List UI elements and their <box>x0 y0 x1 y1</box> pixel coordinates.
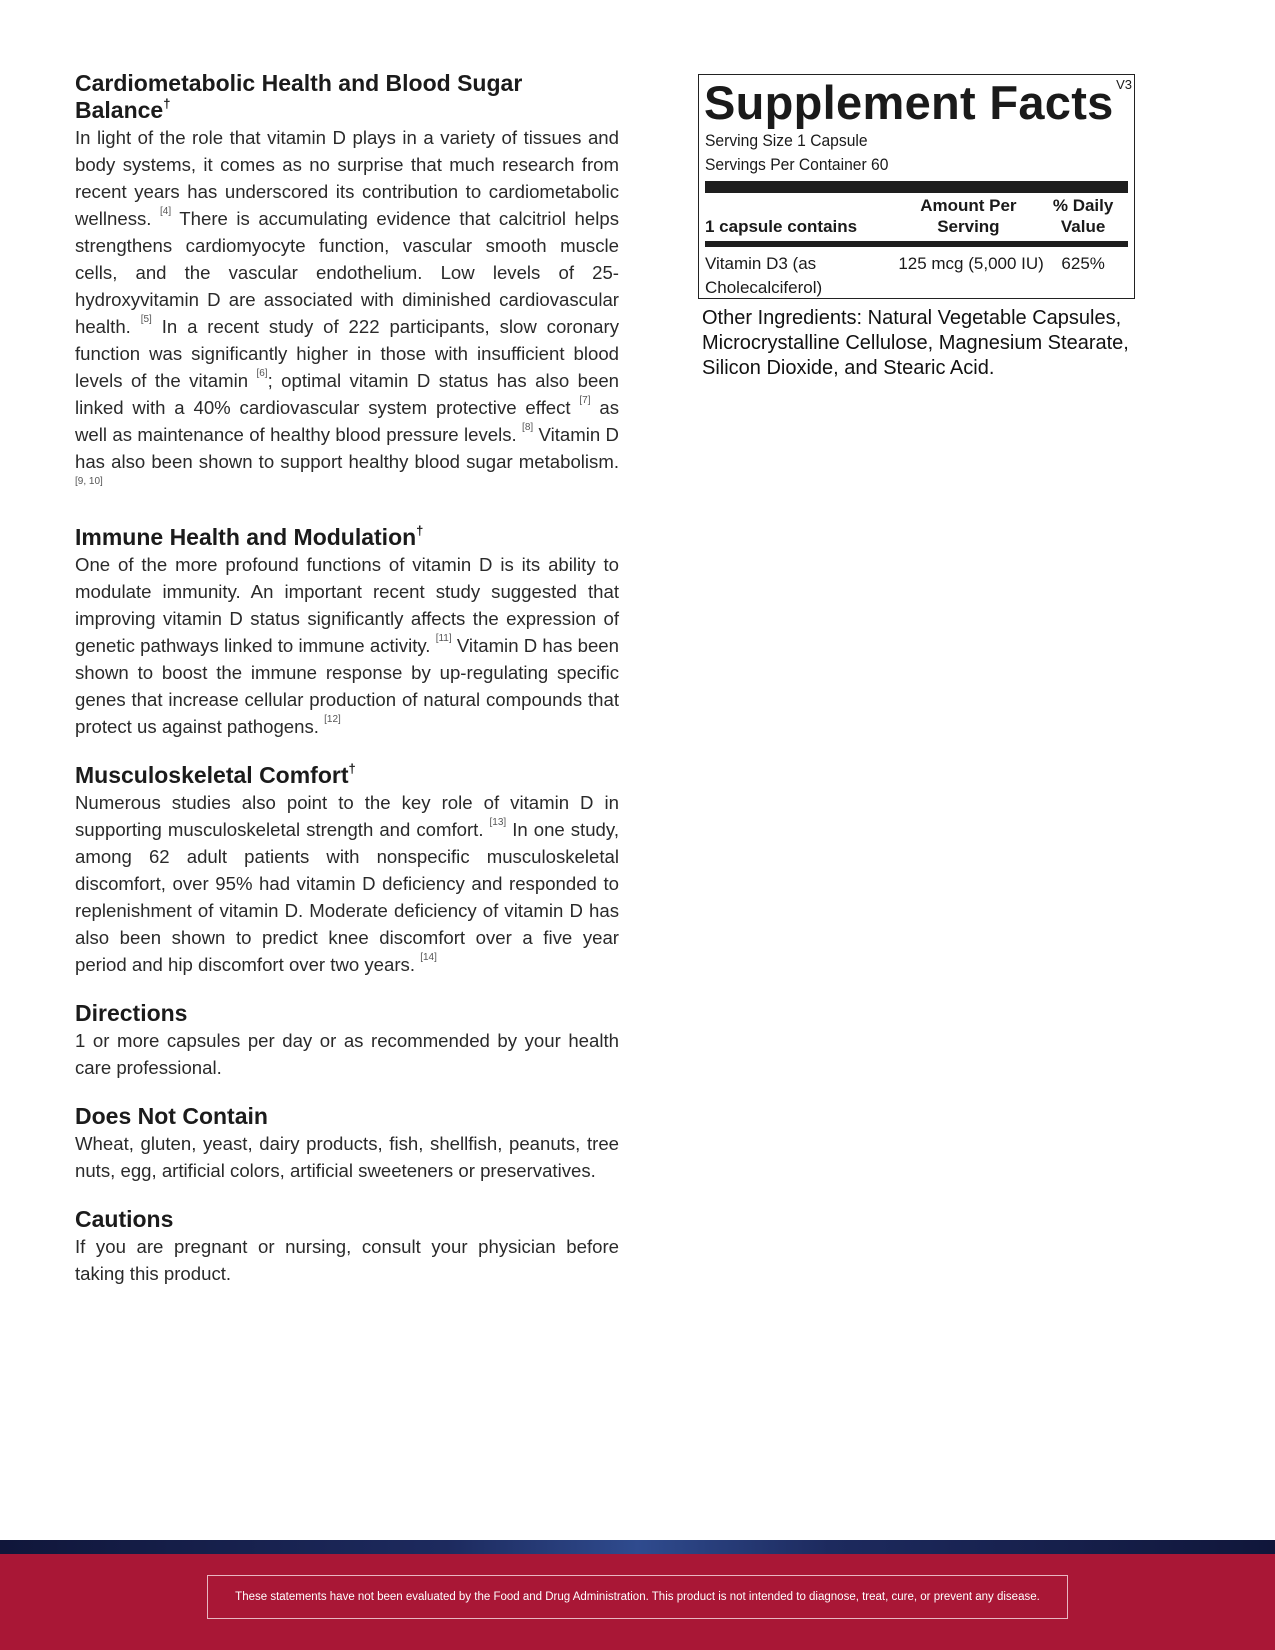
cautions-text <box>75 1233 619 1287</box>
directions-heading: Directions <box>75 1000 188 1026</box>
paragraph-text: Numerous studies also point to the key role of vitamin D in supporting musculoskeletal strength and comfort. <box>75 792 619 840</box>
header-daily-value: % Daily Value <box>1052 196 1114 236</box>
other-ingredients: Other Ingredients: Natural Vegetable Capsules, Microcrystalline Cellulose, Magnesium Stearate, Silicon Dioxide, and Stearic Acid. <box>702 307 1129 379</box>
version-label: V3 <box>1116 77 1132 92</box>
section-paragraph <box>75 789 619 978</box>
paragraph-text: In a recent study of 222 participants, slow coronary function was significantly higher in those with insufficient blood levels of the vitamin <box>75 316 619 391</box>
facts-header-row <box>705 193 1128 247</box>
ingredient-amount: 125 mcg (5,000 IU) <box>898 254 1044 273</box>
directions-text <box>75 1027 619 1081</box>
paragraph-text: Vitamin D has also been shown to support healthy blood sugar metabolism. <box>75 424 619 472</box>
content-column <box>75 70 619 1309</box>
section-heading: Cardiometabolic Health and Blood Sugar Balance† <box>75 70 523 123</box>
paragraph-text: as well as maintenance of healthy blood pressure levels. <box>75 397 619 445</box>
paragraph-text: 1 or more capsules per day or as recommended by your health care professional. <box>75 1030 619 1078</box>
section-heading: Immune Health and Modulation† <box>75 523 424 550</box>
paragraph-text: In light of the role that vitamin D plays in a variety of tissues and body systems, it comes as no surprise that much research from recent years has underscored its contribution to cardiometabolic wellness. <box>75 127 619 229</box>
section <box>75 762 619 978</box>
supplement-facts-title: Supplement Facts <box>704 76 1114 129</box>
citation-ref: [9, 10] <box>75 476 103 487</box>
citation-ref: [12] <box>324 714 341 725</box>
cautions-heading: Cautions <box>75 1206 174 1232</box>
serving-size: Serving Size 1 Capsule <box>705 131 868 150</box>
section <box>75 1206 619 1287</box>
section-paragraph <box>75 124 619 502</box>
footer-gradient-band <box>0 1540 1275 1554</box>
paragraph-text: If you are pregnant or nursing, consult your physician before taking this product. <box>75 1236 619 1284</box>
paragraph-text: Wheat, gluten, yeast, dairy products, fish, shellfish, peanuts, tree nuts, egg, artificial colors, artificial sweeteners or preservatives. <box>75 1133 619 1181</box>
paragraph-text: ; optimal vitamin D status has also been linked with a 40% cardiovascular system protective effect <box>75 370 620 418</box>
facts-row <box>705 247 1128 300</box>
paragraph-text: In one study, among 62 adult patients with nonspecific musculoskeletal discomfort, over 95% had vitamin D deficiency and responded to replenishment of vitamin D. Moderate deficiency of vitamin D has also been shown to predict knee discomfort over a five year period and hip discomfort over two years. <box>75 819 619 975</box>
citation-ref: [6] <box>256 368 268 379</box>
section <box>75 524 619 740</box>
citation-ref: [7] <box>579 395 591 406</box>
ingredient-daily-value: 625% <box>1061 254 1105 273</box>
fda-disclaimer: These statements have not been evaluated by the Food and Drug Administration. This product is not intended to diagnose, treat, cure, or prevent any disease. <box>207 1575 1068 1619</box>
citation-ref: [8] <box>522 422 534 433</box>
section <box>75 1103 619 1184</box>
paragraph-text: One of the more profound functions of vitamin D is its ability to modulate immunity. An important recent study suggested that improving vitamin D status significantly affects the expression of genetic pathways linked to immune activity. <box>75 554 619 656</box>
ingredient-name: Vitamin D3 (as Cholecalciferol) <box>705 254 823 297</box>
section <box>75 1000 619 1081</box>
citation-ref: [13] <box>489 817 507 828</box>
header-amount: Amount Per Serving <box>920 196 1017 236</box>
citation-ref: [5] <box>140 314 152 325</box>
header-contains: 1 capsule contains <box>705 217 858 236</box>
supplement-facts-panel <box>698 74 1135 299</box>
divider-bar <box>705 181 1128 193</box>
does-not-contain-heading: Does Not Contain <box>75 1103 268 1129</box>
does-not-contain-text <box>75 1130 619 1184</box>
paragraph-text: There is accumulating evidence that calcitriol helps strengthens cardiomyocyte function, vascular smooth muscle cells, and the vascular endothelium. Low levels of 25-hydroxyvitamin D are associated with diminished cardiovascular health. <box>75 208 620 337</box>
citation-ref: [14] <box>420 952 437 963</box>
section-paragraph <box>75 551 619 740</box>
citation-ref: [11] <box>435 633 452 644</box>
section <box>75 70 619 502</box>
citation-ref: [4] <box>160 206 172 217</box>
servings-per-container: Servings Per Container 60 <box>705 155 889 174</box>
section-heading: Musculoskeletal Comfort† <box>75 761 356 788</box>
paragraph-text: Vitamin D has been shown to boost the immune response by up-regulating specific genes that increase cellular production of natural compounds that protect us against pathogens. <box>75 635 619 737</box>
